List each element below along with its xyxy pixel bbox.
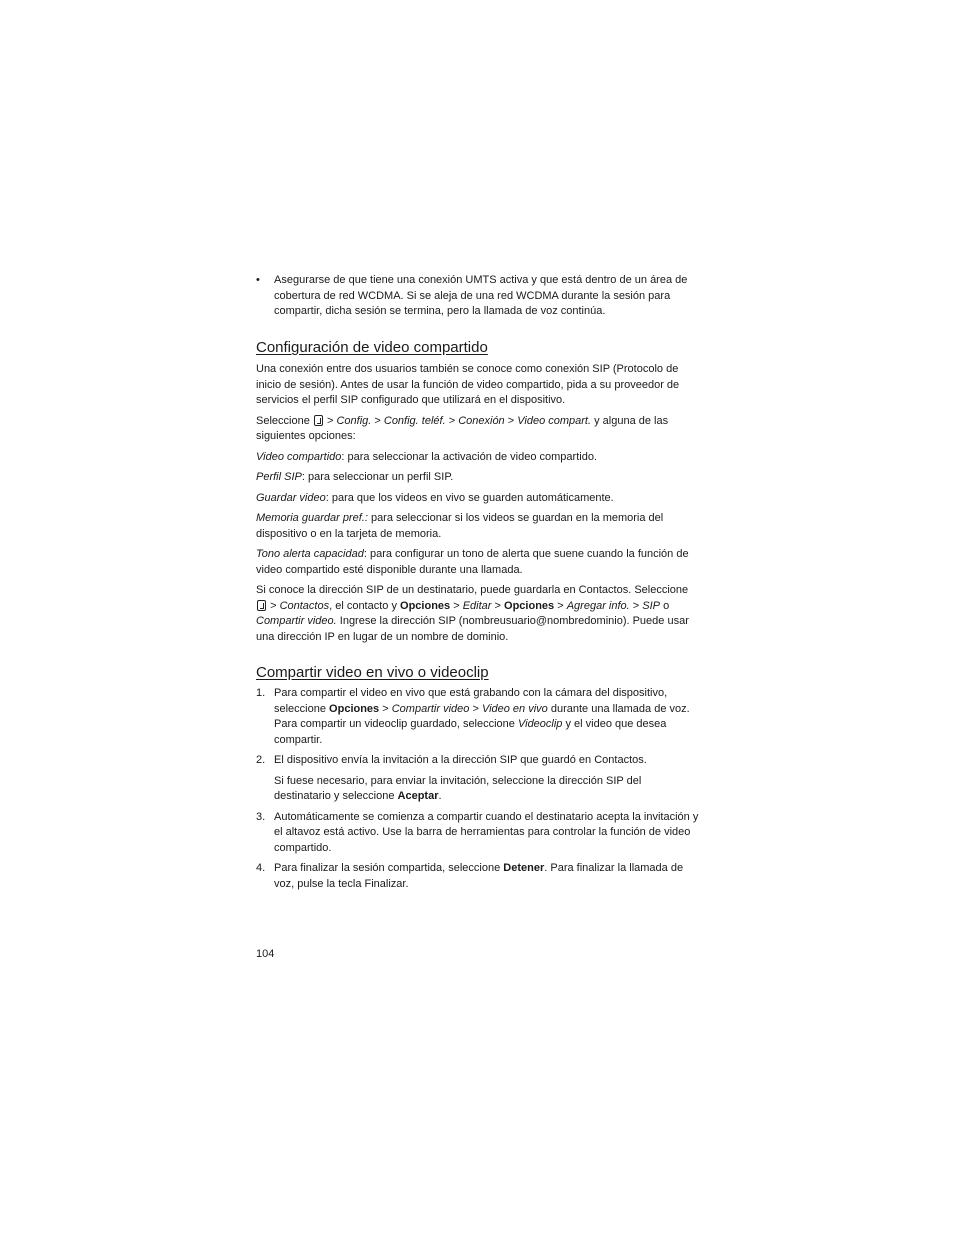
steps-list [256, 810, 700, 893]
section-config-body [256, 362, 700, 645]
option-item: Tono alerta capacidad: para configurar un tono de alerta que suene cuando la función de video compartido esté disponible durante una llamada. [256, 548, 689, 576]
list-item: 3. Automáticamente se comienza a compartir cuando el destinatario acepta la invitación y el altavoz está activo. Use la barra de herramientas para controlar la función de video compartido. [256, 810, 699, 854]
steps-list [256, 686, 700, 769]
option-item: Memoria guardar pref.: para seleccionar si los videos se guardan en la memoria del dispositivo o en la tarjeta de memoria. [256, 512, 664, 540]
section-share-body [256, 686, 700, 892]
list-item: 2. El dispositivo envía la invitación a la dirección SIP que guardó en Contactos. [256, 754, 647, 766]
section-heading-share: Compartir video en vivo o videoclip [256, 664, 489, 681]
bullet-text: Asegurarse de que tiene una conexión UMTS activa y que está dentro de un área de cobertura de red WCDMA. Si se aleja de una red WCDMA durante la sesión para compartir, dicha sesión se termina, pero la llamada de voz continúa. [274, 274, 688, 317]
list-item: 1. Para compartir el video en vivo que está grabando con la cámara del dispositivo, seleccione Opciones > Compartir video > Video en vivo durante una llamada de voz. Para compartir un videoclip guardado, seleccione Videoclip y el video que desea compartir. [256, 687, 690, 746]
menu-key-icon [314, 415, 323, 426]
page-number: 104 [256, 948, 275, 960]
paragraph-path: Seleccione > Config. > Config. teléf. > Conexión > Video compart. y alguna de las siguientes opciones: [256, 414, 669, 442]
section-heading-config: Configuración de video compartido [256, 339, 488, 356]
list-item: 4. Para finalizar la sesión compartida, seleccione Detener. Para finalizar la llamada de voz, pulse la tecla Finalizar. [256, 862, 684, 890]
bullet-item [256, 273, 700, 320]
option-item: Video compartido: para seleccionar la activación de video compartido. [256, 450, 597, 463]
option-item: Guardar video: para que los videos en vivo se guarden automáticamente. [256, 491, 614, 504]
paragraph: Una conexión entre dos usuarios también se conoce como conexión SIP (Protocolo de inicio de sesión). Antes de usar la función de video compartido, pida a su proveedor de servicios el perfil SIP configurado que utilizará en el dispositivo. [256, 363, 680, 406]
menu-key-icon [257, 600, 266, 611]
option-item: Perfil SIP: para seleccionar un perfil SIP. [256, 471, 454, 483]
paragraph-contacts: Si conoce la dirección SIP de un destinatario, puede guardarla en Contactos. Seleccione > Contactos, el contacto y Opciones > Editar > Opciones > Agregar info. > SIP o Compartir video. Ingrese la dirección SIP (nombreusuario@nombredominio). Puede usar una dirección IP en lugar de un nombre de dominio. [256, 584, 689, 643]
bullet-dot: • [256, 274, 260, 286]
list-item-subparagraph: Si fuese necesario, para enviar la invitación, seleccione la dirección SIP del destinatario y seleccione Aceptar. [274, 774, 642, 802]
